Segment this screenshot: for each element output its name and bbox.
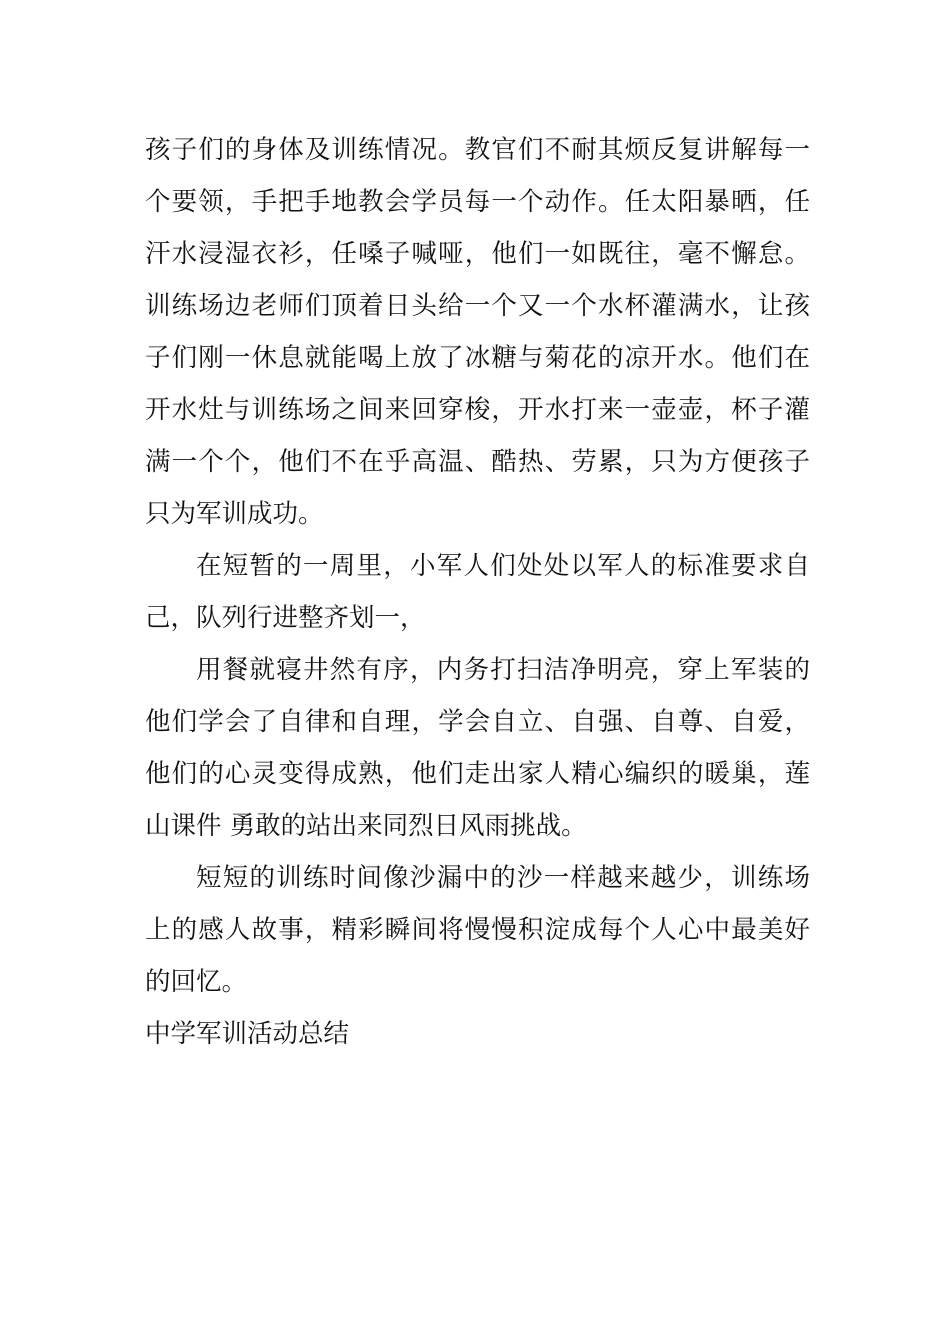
document-title-footer: 中学军训活动总结 bbox=[145, 1019, 350, 1049]
paragraph-first-line: 在短暂的一周里，小军人们处处以军人的标准要求自 bbox=[196, 551, 810, 581]
text-line: 训练场边老师们顶着日头给一个又一个水杯灌满水，让孩 bbox=[145, 291, 810, 321]
text-line: 上的感人故事，精彩瞬间将慢慢积淀成每个人心中最美好 bbox=[145, 915, 810, 945]
document-body bbox=[145, 124, 810, 1060]
text-line: 子们刚一休息就能喝上放了冰糖与菊花的凉开水。他们在 bbox=[145, 343, 810, 373]
paragraph-first-line: 短短的训练时间像沙漏中的沙一样越来越少，训练场 bbox=[196, 863, 810, 893]
text-line: 的回忆。 bbox=[145, 967, 248, 997]
text-line: 汗水浸湿衣衫，任嗓子喊哑，他们一如既往，毫不懈怠。 bbox=[145, 239, 810, 269]
text-line: 他们的心灵变得成熟，他们走出家人精心编织的暖巢，莲 bbox=[145, 759, 810, 789]
text-line: 己，队列行进整齐划一， bbox=[145, 603, 426, 633]
text-line: 只为军训成功。 bbox=[145, 499, 324, 529]
text-line: 他们学会了自律和自理，学会自立、自强、自尊、自爱， bbox=[145, 707, 810, 737]
text-line: 开水灶与训练场之间来回穿梭，开水打来一壶壶，杯子灌 bbox=[145, 395, 810, 425]
paragraph-first-line: 用餐就寝井然有序，内务打扫洁净明亮，穿上军装的 bbox=[196, 655, 810, 685]
text-line: 个要领，手把手地教会学员每一个动作。任太阳暴晒，任 bbox=[145, 187, 810, 217]
text-line: 山课件 勇敢的站出来同烈日风雨挑战。 bbox=[145, 811, 587, 841]
text-line: 孩子们的身体及训练情况。教官们不耐其烦反复讲解每一 bbox=[145, 135, 810, 165]
text-line: 满一个个，他们不在乎高温、酷热、劳累，只为方便孩子 bbox=[145, 447, 810, 477]
